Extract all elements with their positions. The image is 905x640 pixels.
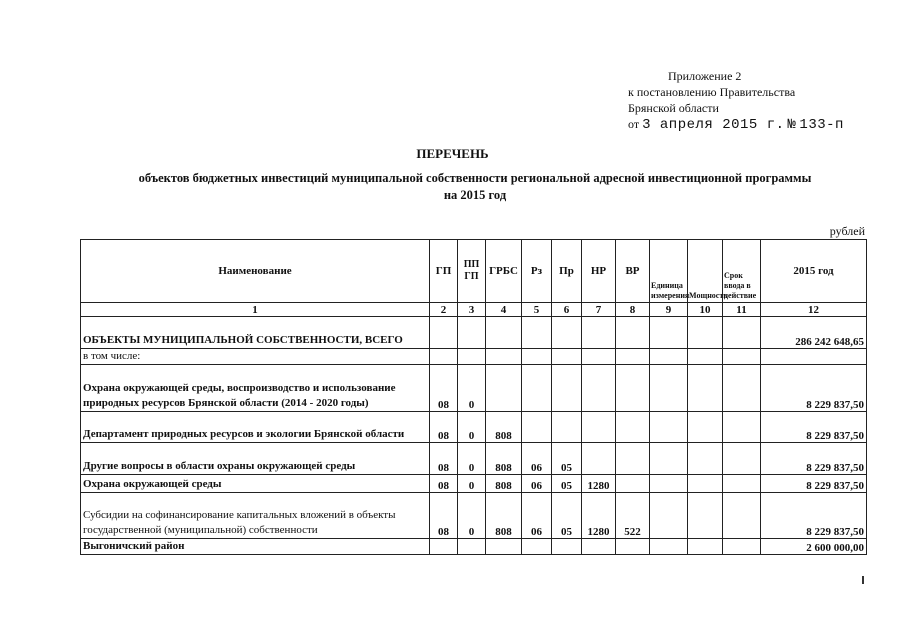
cell-gp: 08 <box>430 365 458 412</box>
colnum: 1 <box>81 303 430 317</box>
cell-ppgp <box>458 317 486 349</box>
cell-power <box>688 539 723 555</box>
cell-rz: 06 <box>522 475 552 493</box>
cell-gp: 08 <box>430 493 458 539</box>
table-row <box>81 317 867 349</box>
cell-amount: 8 229 837,50 <box>761 443 867 475</box>
cell-term <box>723 493 761 539</box>
cell-unit <box>650 475 688 493</box>
cell-term <box>723 349 761 365</box>
cell-term <box>723 539 761 555</box>
cell-pr <box>552 317 582 349</box>
header-pr: Пр <box>552 240 582 303</box>
header-vr: ВР <box>616 240 650 303</box>
header-grbs: ГРБС <box>486 240 522 303</box>
cell-nr <box>582 317 616 349</box>
cell-term <box>723 412 761 443</box>
table-row <box>81 475 867 493</box>
cell-vr <box>616 349 650 365</box>
cell-unit <box>650 539 688 555</box>
row-name: Охрана окружающей среды, воспроизводство и использование природных ресурсов Брянской области (2014 - 2020 годы) <box>81 365 430 412</box>
cell-vr <box>616 317 650 349</box>
cell-power <box>688 443 723 475</box>
cell-pr <box>552 365 582 412</box>
table-row <box>81 365 867 412</box>
cell-rz <box>522 349 552 365</box>
cell-gp: 08 <box>430 443 458 475</box>
cell-gp <box>430 349 458 365</box>
row-name: Другие вопросы в области охраны окружающей среды <box>81 443 430 475</box>
colnum: 12 <box>761 303 867 317</box>
cell-ppgp: 0 <box>458 412 486 443</box>
cell-ppgp: 0 <box>458 475 486 493</box>
appendix-date-line <box>628 116 844 133</box>
header-row <box>81 240 867 303</box>
resolution-date: 3 апреля 2015 г. <box>642 117 785 133</box>
cell-grbs <box>486 317 522 349</box>
subtitle-line-1: объектов бюджетных инвестиций муниципальной собственности региональной адресной инвестиционной программы <box>138 171 812 185</box>
cell-amount: 8 229 837,50 <box>761 365 867 412</box>
cell-ppgp <box>458 349 486 365</box>
cell-vr: 522 <box>616 493 650 539</box>
cell-unit <box>650 493 688 539</box>
cell-pr: 05 <box>552 475 582 493</box>
header-name: Наименование <box>81 240 430 303</box>
cell-gp: 08 <box>430 475 458 493</box>
cell-ppgp <box>458 539 486 555</box>
cell-term <box>723 443 761 475</box>
cell-grbs: 808 <box>486 493 522 539</box>
cell-power <box>688 475 723 493</box>
cell-power <box>688 365 723 412</box>
from-label: от <box>628 117 640 131</box>
cell-pr <box>552 539 582 555</box>
cell-grbs <box>486 349 522 365</box>
document-subtitle <box>80 170 870 204</box>
cell-vr <box>616 539 650 555</box>
cell-power <box>688 349 723 365</box>
cell-ppgp: 0 <box>458 365 486 412</box>
colnum: 11 <box>723 303 761 317</box>
cell-pr: 05 <box>552 493 582 539</box>
cell-term <box>723 365 761 412</box>
cell-power <box>688 412 723 443</box>
table-row <box>81 412 867 443</box>
document-title: ПЕРЕЧЕНЬ <box>416 146 489 161</box>
cell-gp <box>430 539 458 555</box>
cell-amount: 8 229 837,50 <box>761 493 867 539</box>
cell-nr <box>582 365 616 412</box>
cell-nr <box>582 412 616 443</box>
row-name: ОБЪЕКТЫ МУНИЦИПАЛЬНОЙ СОБСТВЕННОСТИ, ВСЕГО <box>81 317 430 349</box>
row-name: Выгоничский район <box>81 539 430 555</box>
colnum: 9 <box>650 303 688 317</box>
units-label: рублей <box>829 224 865 238</box>
appendix-title: Приложение 2 <box>668 69 742 83</box>
cell-rz <box>522 365 552 412</box>
cell-ppgp: 0 <box>458 493 486 539</box>
cell-pr <box>552 412 582 443</box>
header-unit: Единица измерения <box>650 240 688 303</box>
cell-amount: 8 229 837,50 <box>761 475 867 493</box>
colnum: 10 <box>688 303 723 317</box>
cell-power <box>688 493 723 539</box>
cell-term <box>723 475 761 493</box>
table-row <box>81 349 867 365</box>
row-name: Субсидии на софинансирование капитальных вложений в объекты государственной (муниципальной) собственности <box>81 493 430 539</box>
number-sign: № <box>787 117 797 133</box>
header-term: Срок ввода в действие <box>723 240 761 303</box>
header-ppgp: ПП ГП <box>458 240 486 303</box>
cell-rz <box>522 539 552 555</box>
cell-amount: 8 229 837,50 <box>761 412 867 443</box>
cell-rz <box>522 412 552 443</box>
appendix-region-line: Брянской области <box>628 101 719 115</box>
subtitle-line-2: на 2015 год <box>443 188 507 202</box>
colnum: 7 <box>582 303 616 317</box>
cell-rz: 06 <box>522 493 552 539</box>
column-number-row <box>81 303 867 317</box>
cell-grbs: 808 <box>486 475 522 493</box>
row-name: Охрана окружающей среды <box>81 475 430 493</box>
header-power: Мощность <box>688 240 723 303</box>
colnum: 5 <box>522 303 552 317</box>
cell-nr: 1280 <box>582 493 616 539</box>
cell-term <box>723 317 761 349</box>
cell-gp: 08 <box>430 412 458 443</box>
cell-grbs <box>486 365 522 412</box>
table-row <box>81 539 867 555</box>
cell-nr <box>582 349 616 365</box>
table-row <box>81 493 867 539</box>
cell-vr <box>616 443 650 475</box>
colnum: 3 <box>458 303 486 317</box>
header-rz: Рз <box>522 240 552 303</box>
cell-rz: 06 <box>522 443 552 475</box>
colnum: 6 <box>552 303 582 317</box>
row-name: в том числе: <box>81 349 430 365</box>
table-row <box>81 443 867 475</box>
colnum: 8 <box>616 303 650 317</box>
cell-nr <box>582 539 616 555</box>
colnum: 4 <box>486 303 522 317</box>
resolution-number: 133-п <box>799 117 844 133</box>
cell-unit <box>650 349 688 365</box>
cell-vr <box>616 475 650 493</box>
cell-ppgp: 0 <box>458 443 486 475</box>
cell-unit <box>650 365 688 412</box>
header-gp: ГП <box>430 240 458 303</box>
cell-rz <box>522 317 552 349</box>
cell-amount: 286 242 648,65 <box>761 317 867 349</box>
cell-amount: 2 600 000,00 <box>761 539 867 555</box>
cell-nr: 1280 <box>582 475 616 493</box>
scan-mark <box>862 576 864 584</box>
cell-grbs: 808 <box>486 443 522 475</box>
appendix-resolution-line: к постановлению Правительства <box>628 85 796 99</box>
header-year: 2015 год <box>761 240 867 303</box>
cell-vr <box>616 412 650 443</box>
cell-amount <box>761 349 867 365</box>
cell-nr <box>582 443 616 475</box>
cell-unit <box>650 317 688 349</box>
cell-pr: 05 <box>552 443 582 475</box>
investment-table <box>80 239 867 555</box>
cell-power <box>688 317 723 349</box>
cell-grbs: 808 <box>486 412 522 443</box>
cell-unit <box>650 412 688 443</box>
colnum: 2 <box>430 303 458 317</box>
row-name: Департамент природных ресурсов и экологии Брянской области <box>81 412 430 443</box>
cell-gp <box>430 317 458 349</box>
cell-vr <box>616 365 650 412</box>
cell-unit <box>650 443 688 475</box>
appendix-block <box>628 68 844 133</box>
cell-pr <box>552 349 582 365</box>
header-nr: НР <box>582 240 616 303</box>
cell-grbs <box>486 539 522 555</box>
